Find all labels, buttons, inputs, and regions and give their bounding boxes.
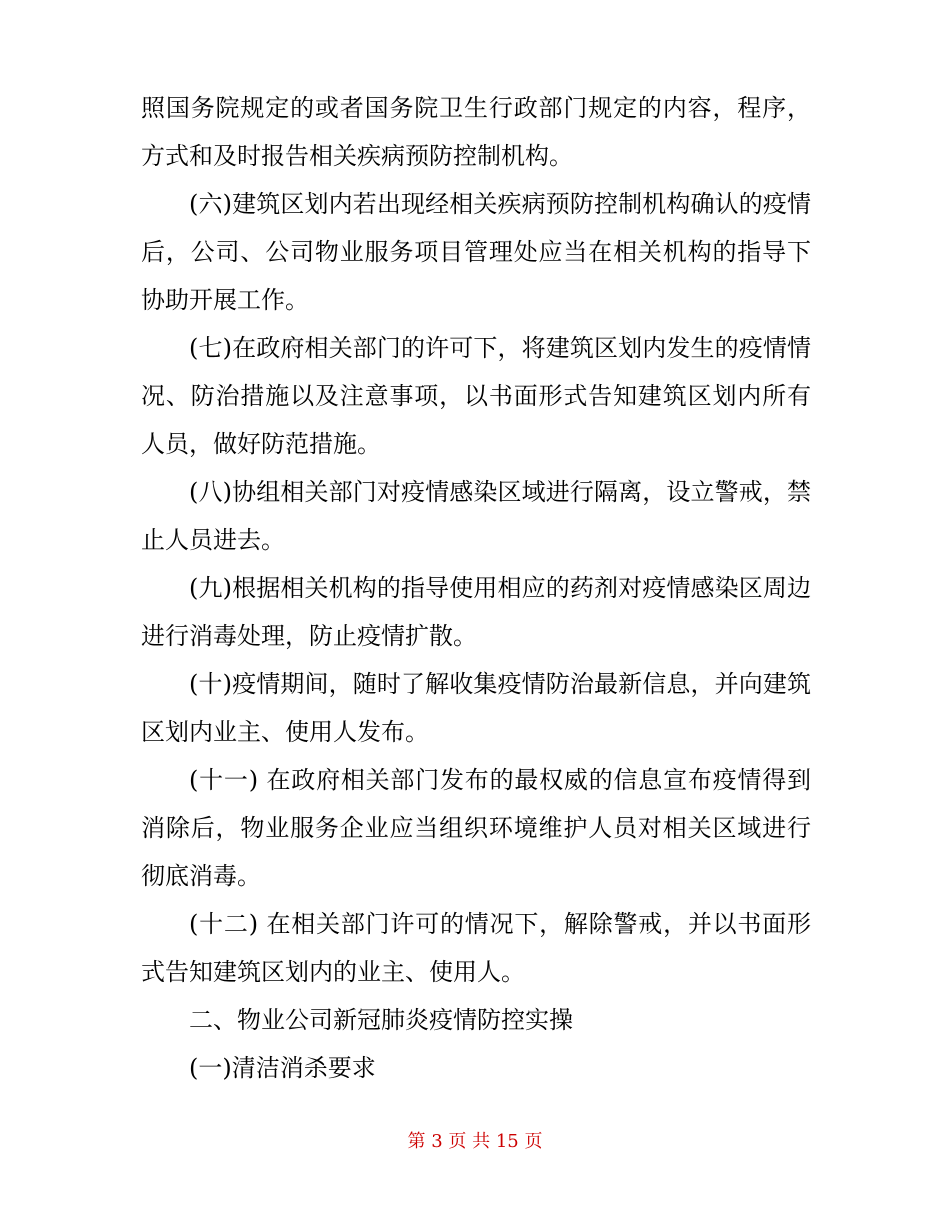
paragraph-item-7: (七)在政府相关部门的许可下，将建筑区划内发生的疫情情况、防治措施以及注意事项，以书面形式告知建筑区划内所有人员，做好防范措施。 [141, 334, 811, 458]
paragraph-item-10: (十)疫情期间，随时了解收集疫情防治最新信息，并向建筑区划内业主、使用人发布。 [141, 670, 811, 746]
subsection-heading-1: (一)清洁消杀要求 [189, 1054, 376, 1082]
page-number-label: 第 3 页 共 15 页 [407, 1131, 543, 1152]
section-heading-2: 二、物业公司新冠肺炎疫情防控实操 [189, 1006, 573, 1034]
paragraph-continuation: 照国务院规定的或者国务院卫生行政部门规定的内容，程序，方式和及时报告相关疾病预防控制机构。 [141, 94, 811, 170]
document-body [141, 84, 811, 1092]
page-footer [0, 1130, 950, 1154]
paragraph-item-9: (九)根据相关机构的指导使用相应的药剂对疫情感染区周边进行消毒处理，防止疫情扩散。 [141, 574, 811, 650]
paragraph-item-6: (六)建筑区划内若出现经相关疾病预防控制机构确认的疫情后，公司、公司物业服务项目管理处应当在相关机构的指导下协助开展工作。 [141, 190, 811, 314]
paragraph-item-8: (八)协组相关部门对疫情感染区域进行隔离，设立警戒，禁止人员进去。 [141, 478, 811, 554]
paragraph-item-11: (十一) 在政府相关部门发布的最权威的信息宣布疫情得到消除后，物业服务企业应当组织环境维护人员对相关区域进行彻底消毒。 [141, 766, 811, 890]
paragraph-item-12: (十二) 在相关部门许可的情况下，解除警戒，并以书面形式告知建筑区划内的业主、使用人。 [141, 910, 811, 986]
